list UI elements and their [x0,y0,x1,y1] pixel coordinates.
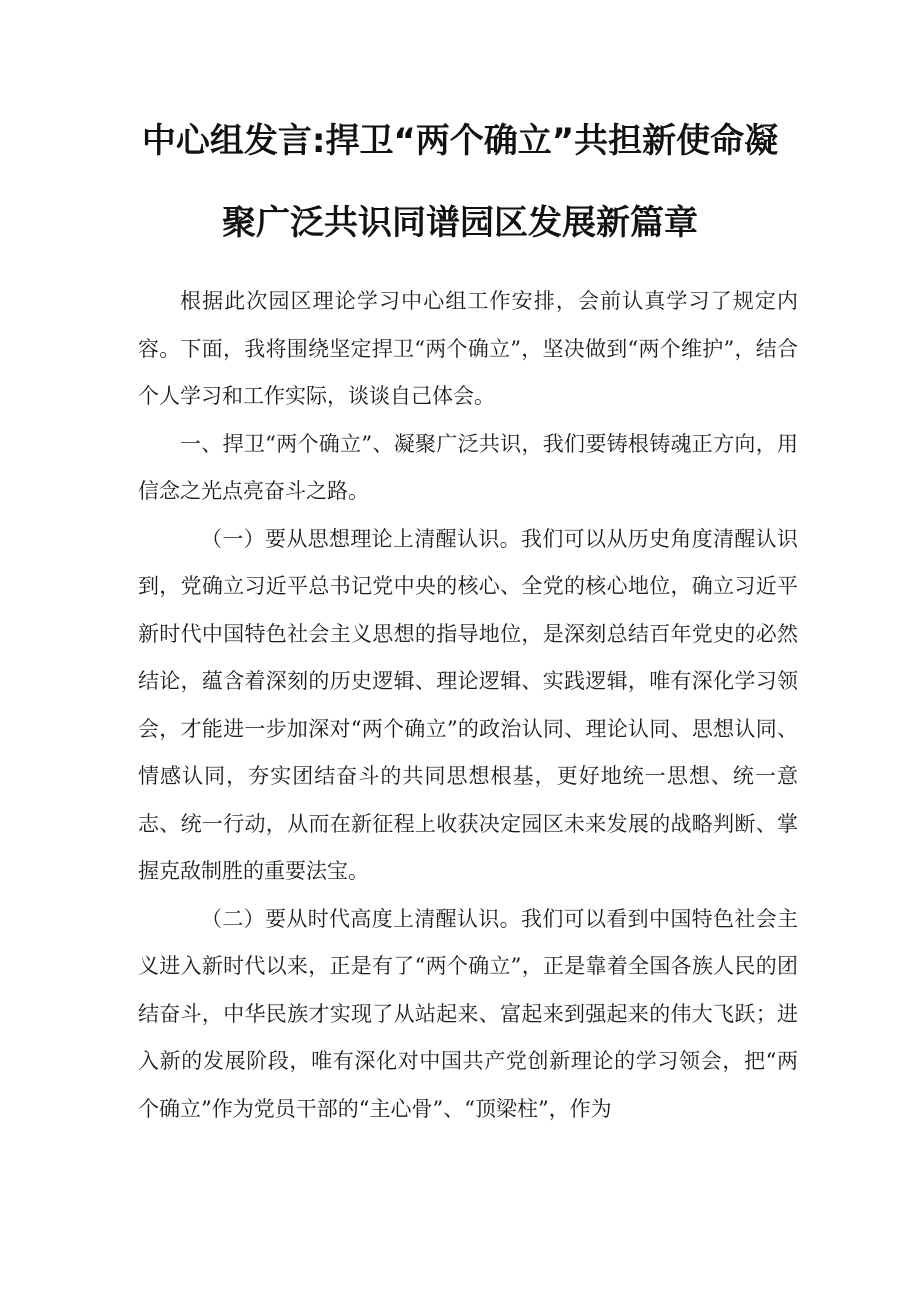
paragraph-point-two: （二）要从时代高度上清醒认识。我们可以看到中国特色社会主义进入新时代以来，正是有了“两个确立”，正是靠着全国各族人民的团结奋斗，中华民族才实现了从站起来、富起来到强起来的伟大飞跃；进入新的发展阶段，唯有深化对中国共产党创新理论的学习领会，把“两个确立”作为党员干部的“主心骨”、“顶梁柱”，作为 [138,906,798,1121]
document-title-line-2: 聚广泛共识同谱园区发展新篇章 [222,203,698,243]
paragraph-section-heading: 一、捍卫“两个确立”、凝聚广泛共识，我们要铸根铸魂正方向，用信念之光点亮奋斗之路。 [138,431,798,503]
paragraph-intro: 根据此次园区理论学习中心组工作安排，会前认真学习了规定内容。下面，我将围绕坚定捍卫“两个确立”，坚决做到“两个维护”，结合个人学习和工作实际，谈谈自己体会。 [138,289,798,408]
paragraph-point-one: （一）要从思想理论上清醒认识。我们可以从历史角度清醒认识到，党确立习近平总书记党中央的核心、全党的核心地位，确立习近平新时代中国特色社会主义思想的指导地位，是深刻总结百年党史的必然结论，蕴含着深刻的历史逻辑、理论逻辑、实践逻辑，唯有深化学习领会，才能进一步加深对“两个确立”的政治认同、理论认同、思想认同、情感认同，夯实团结奋斗的共同思想根基，更好地统一思想、统一意志、统一行动，从而在新征程上收获决定园区未来发展的战略判断、掌握克敌制胜的重要法宝。 [138,526,798,883]
document-body [138,278,798,1133]
document-title-line-1: 中心组发言:捍卫“两个确立”共担新使命凝 [141,121,779,161]
